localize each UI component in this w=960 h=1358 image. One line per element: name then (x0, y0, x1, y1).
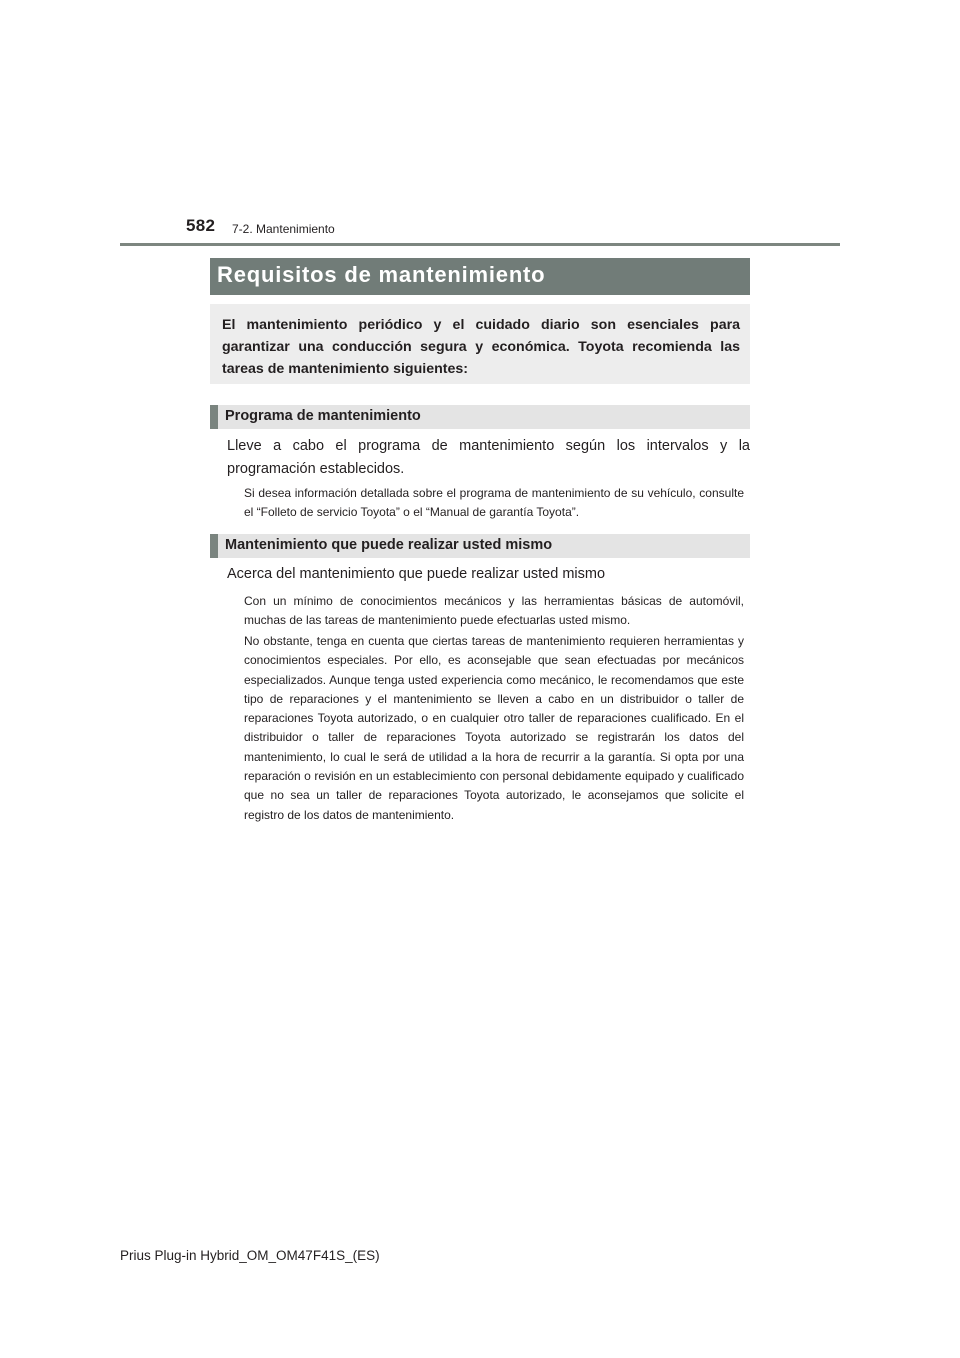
paragraph-conocimientos: Con un mínimo de conocimientos mecánicos y las herramientas básicas de automóvil, muchas de las tareas de mantenimiento puede efectuarlas usted mismo. (244, 594, 744, 628)
section-heading-usted-mismo: Mantenimiento que puede realizar usted mismo (210, 534, 750, 558)
section-lead-usted-mismo: Acerca del mantenimiento que puede realizar usted mismo (227, 566, 606, 582)
page-number: 582 (186, 216, 216, 235)
paragraph-no-obstante: No obstante, tenga en cuenta que ciertas tareas de mantenimiento requieren herramientas y conocimientos especiales. Por ello, es aconsejable que sean efectuadas por mecánicos especializados. Aunque tenga usted experiencia como mecánico, le recomendamos que este tipo de reparaciones y el mantenimiento se lleven a cabo en un distribuidor o taller de reparaciones Toyota autorizado, o en cualquier otro taller de reparaciones cualificado. En el distribuidor o taller de reparaciones Toyota autorizado se registrarán los datos del mantenimiento, lo cual le será de utilidad a la hora de recurrir a la garantía. Si opta por una reparación o revisión en un establecimiento con personal debidamente equipado y cualificado que no sea un taller de reparaciones Toyota autorizado, le aconsejamos que solicite el registro de los datos de mantenimiento. (244, 634, 744, 822)
paragraph-programa-detalle: Si desea información detallada sobre el programa de mantenimiento de su vehículo, consulte el “Folleto de servicio Toyota” o el “Manual de garantía Toyota”. (244, 486, 744, 520)
section-lead-programa: Lleve a cabo el programa de mantenimiento según los intervalos y la programación establecidos. (227, 438, 750, 477)
header-rule (120, 243, 840, 246)
section-heading-programa: Programa de mantenimiento (210, 405, 750, 429)
footer-document-id: Prius Plug-in Hybrid_OM_OM47F41S_(ES) (120, 1248, 380, 1263)
running-header: 7-2. Mantenimiento (232, 222, 335, 236)
intro-box: El mantenimiento periódico y el cuidado diario son esenciales para garantizar una conducción segura y económica. Toyota recomienda las tareas de mantenimiento siguientes: (210, 304, 750, 384)
page-title: Requisitos de mantenimiento (210, 258, 750, 295)
